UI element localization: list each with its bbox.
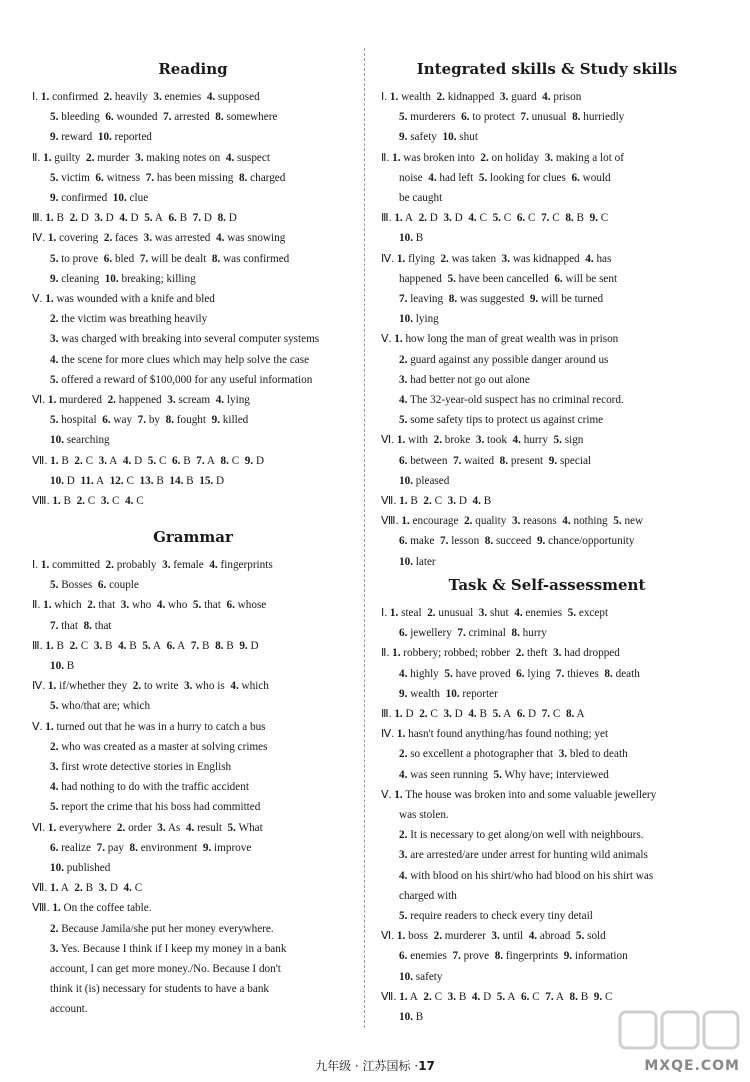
answer-line: 3. was charged with breaking into several computer systems (50, 333, 320, 346)
answer-line: 10. pleased (399, 474, 450, 487)
answer-line: Ⅵ. 1. boss 2. murderer 3. until 4. abroad 5. sold (381, 930, 606, 943)
answer-line: 4. with blood on his shirt/who had blood on his shirt was (399, 869, 654, 882)
answer-line: Ⅰ. 1. committed 2. probably 3. female 4. fingerprints (32, 559, 273, 571)
answer-line: Ⅷ. 1. On the coffee table. (32, 902, 152, 915)
answer-line: 7. leaving 8. was suggested 9. will be turned (399, 293, 604, 305)
answer-line: 6. make 7. lesson 8. succeed 9. chance/opportunity (399, 535, 635, 548)
answer-line: Ⅶ. 1. A 2. B 3. D 4. C (32, 882, 143, 895)
answer-line: Ⅴ. 1. was wounded with a knife and bled (32, 293, 215, 305)
answer-line: 2. guard against any possible danger around us (399, 353, 609, 366)
section-title-task: Task & Self-assessment (448, 576, 646, 594)
answer-line: Ⅳ. 1. flying 2. was taken 3. was kidnapped 4. has (381, 252, 612, 265)
answer-line: Ⅳ. 1. hasn't found anything/has found nothing; yet (381, 728, 609, 741)
answer-line: Ⅵ. 1. with 2. broke 3. took 4. hurry 5. sign (381, 434, 584, 447)
answer-line: 5. some safety tips to protect us against crime (399, 414, 604, 427)
answer-line: 10. lying (399, 313, 439, 326)
answer-line: 5. victim 6. witness 7. has been missing 8. charged (50, 171, 286, 184)
answer-line: 3. are arrested/are under arrest for hunting wild animals (399, 849, 648, 862)
answer-line: 2. the victim was breathing heavily (50, 313, 208, 326)
answer-line: 5. bleeding 6. wounded 7. arrested 8. somewhere (50, 111, 278, 124)
answer-line: 4. highly 5. have proved 6. lying 7. thieves 8. death (399, 667, 640, 680)
watermark-text: MXQE.COM (644, 1058, 740, 1074)
answer-line: Ⅶ. 1. B 2. C 3. D 4. B (381, 495, 492, 507)
answer-line: 10. safety (399, 970, 443, 983)
answer-line: 5. murderers 6. to protect 7. unusual 8. hurriedly (399, 111, 625, 124)
answer-line: 10. later (399, 555, 436, 568)
answer-line: account. (50, 1003, 88, 1016)
section-title-integrated: Integrated skills & Study skills (416, 60, 678, 78)
answer-line: 7. that 8. that (50, 619, 112, 632)
answer-line: 3. had better not go out alone (399, 373, 530, 386)
answer-line: Ⅱ. 1. was broken into 2. on holiday 3. making a lot of (381, 151, 624, 164)
answer-line: Ⅲ. 1. B 2. D 3. D 4. D 5. A 6. B 7. D 8. D (32, 212, 237, 225)
answer-line: Ⅲ. 1. A 2. D 3. D 4. C 5. C 6. C 7. C 8. B 9. C (381, 212, 609, 225)
answer-line: 5. offered a reward of $100,000 for any useful information (50, 373, 313, 386)
answer-line: 6. between 7. waited 8. present 9. special (399, 454, 592, 467)
answer-line: 5. hospital 6. way 7. by 8. fought 9. killed (50, 414, 249, 427)
answer-line: think it (is) necessary for students to have a bank (50, 983, 270, 996)
answer-line: 10. published (50, 862, 111, 874)
answer-line: 6. jewellery 7. criminal 8. hurry (399, 627, 547, 640)
answer-line: Ⅵ. 1. murdered 2. happened 3. scream 4. lying (32, 394, 250, 406)
answer-line: 9. confirmed 10. clue (50, 192, 149, 204)
answer-line: 10. B (399, 232, 424, 245)
answer-line: account, I can get more money./No. Because I don't (50, 963, 281, 975)
answer-line: 10. B (50, 660, 75, 672)
answer-line: 5. report the crime that his boss had committed (50, 801, 261, 814)
answer-line: Ⅰ. 1. confirmed 2. heavily 3. enemies 4. supposed (32, 91, 260, 103)
answer-line: Ⅱ. 1. which 2. that 3. who 4. who 5. that 6. whose (32, 599, 267, 612)
answer-line: Ⅷ. 1. B 2. C 3. C 4. C (32, 495, 144, 507)
answer-line: Ⅵ. 1. everywhere 2. order 3. As 4. result 5. What (32, 821, 263, 834)
answer-line: noise 4. had left 5. looking for clues 6. would (399, 171, 611, 184)
section-title-grammar: Grammar (153, 528, 233, 546)
answer-line: Ⅴ. 1. how long the man of great wealth was in prison (381, 333, 619, 346)
answer-line: Ⅱ. 1. robbery; robbed; robber 2. theft 3. had dropped (381, 647, 620, 660)
answer-line: 10. D 11. A 12. C 13. B 14. B 15. D (50, 474, 225, 487)
answer-line: Ⅷ. 1. encourage 2. quality 3. reasons 4. nothing 5. new (381, 515, 644, 528)
answer-line: be caught (399, 192, 443, 204)
answer-line: 4. was seen running 5. Why have; interviewed (399, 768, 609, 781)
answer-line: 10. searching (50, 434, 110, 447)
answer-line: 4. had nothing to do with the traffic accident (50, 781, 249, 794)
answer-line: 9. wealth 10. reporter (399, 687, 498, 700)
answer-line: 5. to prove 6. bled 7. will be dealt 8. was confirmed (50, 252, 290, 265)
answer-line: 9. reward 10. reported (50, 131, 152, 144)
answer-line: 2. who was created as a master at solving crimes (50, 740, 268, 753)
answer-line: 10. B (399, 1011, 424, 1023)
answer-line: Ⅲ. 1. D 2. C 3. D 4. B 5. A 6. D 7. C 8. A (381, 708, 585, 720)
answer-line: 2. so excellent a photographer that 3. bled to death (399, 748, 628, 761)
answer-line: 4. The 32-year-old suspect has no criminal record. (399, 394, 624, 406)
answer-line: 2. It is necessary to get along/on well with neighbours. (399, 829, 644, 842)
answer-line: 3. Yes. Because I think if I keep my money in a bank (50, 942, 287, 955)
answer-line: Ⅱ. 1. guilty 2. murder 3. making notes on 4. suspect (32, 151, 270, 164)
answer-line: Ⅲ. 1. B 2. C 3. B 4. B 5. A 6. A 7. B 8. B 9. D (32, 639, 259, 652)
answer-line: Ⅶ. 1. A 2. C 3. B 4. D 5. A 6. C 7. A 8. B 9. C (381, 990, 613, 1003)
answer-line: charged with (399, 889, 457, 902)
answer-line: Ⅳ. 1. if/whether they 2. to write 3. who is 4. which (32, 680, 269, 693)
answer-line: 9. safety 10. shut (399, 131, 478, 144)
answer-line: Ⅴ. 1. turned out that he was in a hurry to catch a bus (32, 720, 266, 733)
answer-line: was stolen. (399, 809, 449, 821)
footer-label: 九年级 · 江苏国标 · (315, 1059, 419, 1073)
answer-line: Ⅶ. 1. B 2. C 3. A 4. D 5. C 6. B 7. A 8. C 9. D (32, 454, 265, 467)
answer-line: Ⅰ. 1. wealth 2. kidnapped 3. guard 4. prison (381, 91, 582, 103)
answer-line: 9. cleaning 10. breaking; killing (50, 272, 196, 285)
answer-line: 5. Bosses 6. couple (50, 579, 139, 592)
answer-line: 3. first wrote detective stories in English (50, 761, 232, 773)
answer-line: Ⅳ. 1. covering 2. faces 3. was arrested 4. was snowing (32, 232, 286, 245)
answer-line: 6. realize 7. pay 8. environment 9. improve (50, 841, 252, 854)
column-divider (364, 48, 365, 1028)
answer-line: 4. the scene for more clues which may help solve the case (50, 353, 310, 366)
answer-line: 2. Because Jamila/she put her money everywhere. (50, 922, 274, 935)
section-title-reading: Reading (158, 60, 228, 78)
answer-line: Ⅰ. 1. steal 2. unusual 3. shut 4. enemies 5. except (381, 607, 609, 619)
answer-line: 5. require readers to check every tiny detail (399, 910, 593, 922)
page-number: 17 (418, 1059, 435, 1073)
answer-line: 5. who/that are; which (50, 700, 151, 713)
answer-line: Ⅴ. 1. The house was broken into and some valuable jewellery (381, 788, 657, 801)
answer-line: 6. enemies 7. prove 8. fingerprints 9. information (399, 950, 628, 963)
answer-line: happened 5. have been cancelled 6. will be sent (399, 272, 618, 285)
